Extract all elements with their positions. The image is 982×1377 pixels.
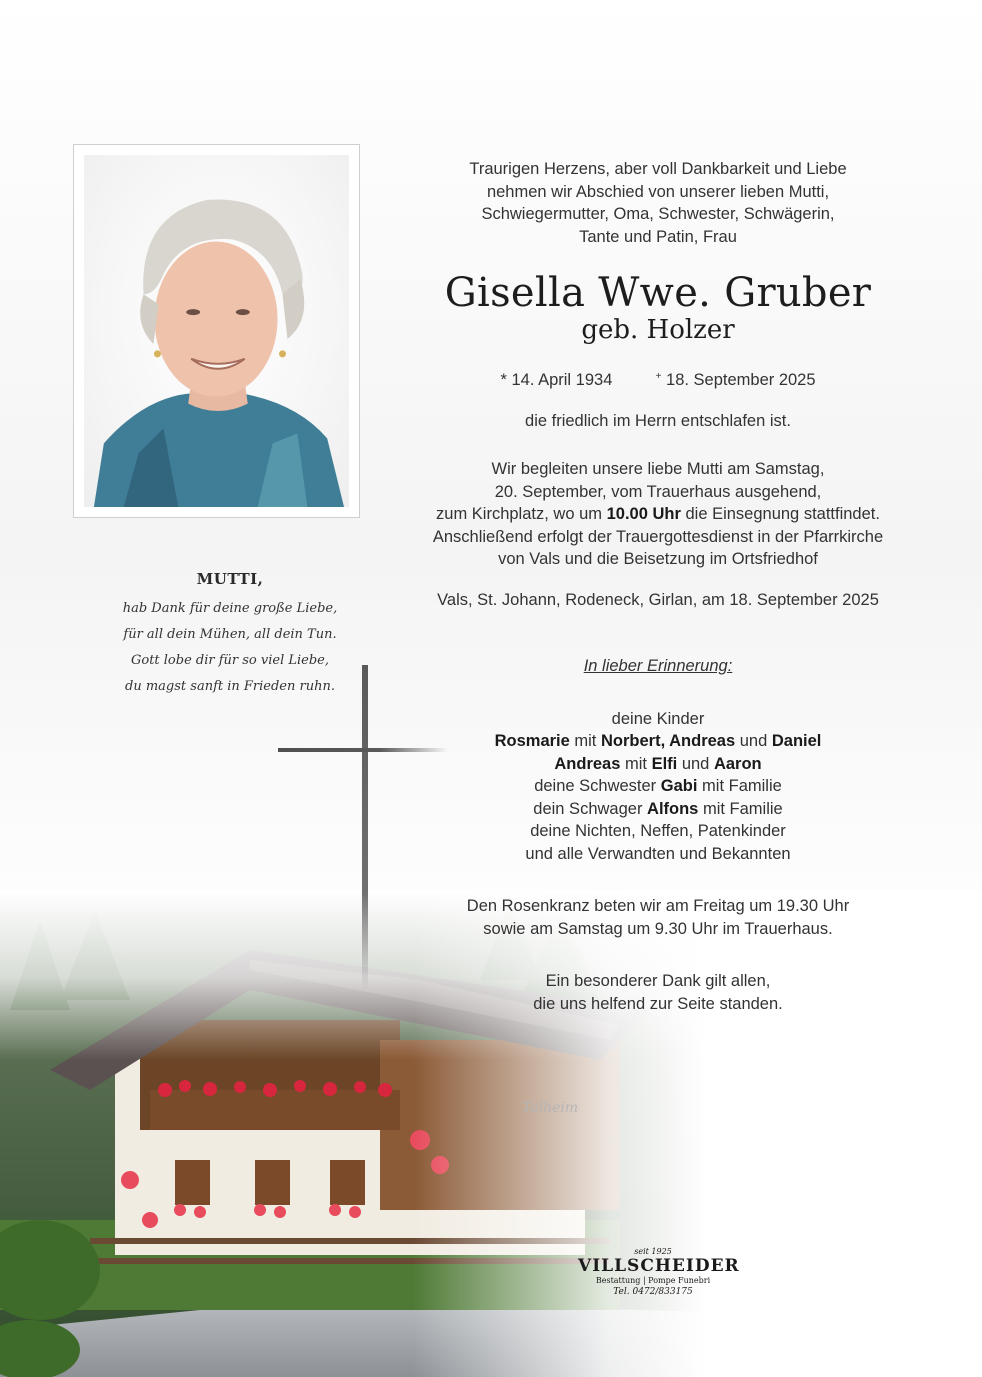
mourner-text: mit bbox=[569, 732, 601, 750]
funeral-line: Anschließend erfolgt der Trauergottesdienst in der Pfarrkirche bbox=[432, 527, 884, 546]
mourner-name: Gabi bbox=[660, 777, 698, 795]
mourner-line: deine Nichten, Neffen, Patenkinder bbox=[530, 822, 786, 840]
intro-line: Schwiegermutter, Oma, Schwester, Schwägerin, bbox=[481, 205, 835, 223]
obituary-text bbox=[400, 158, 916, 1015]
funeral-text: zum Kirchplatz, wo um bbox=[436, 505, 607, 523]
funeral-line: Wir begleiten unsere liebe Mutti am Samstag, bbox=[491, 460, 825, 478]
rosary-line: sowie am Samstag um 9.30 Uhr im Trauerhaus. bbox=[483, 919, 833, 938]
funeral-line: von Vals und die Beisetzung im Ortsfriedhof bbox=[498, 550, 818, 568]
logo-since: seit 1925 bbox=[634, 1247, 672, 1256]
house-sign: Talheim bbox=[522, 1100, 579, 1116]
mourner-text: dein Schwager bbox=[533, 799, 648, 818]
rosary-line: Den Rosenkranz beten wir am Freitag um 19.30 Uhr bbox=[466, 897, 850, 915]
mourner-line: deine Kinder bbox=[611, 709, 705, 728]
logo-subtitle: Bestattung | Pompe Funebri bbox=[595, 1276, 711, 1285]
poem-line: Gott lobe dir für so viel Liebe, bbox=[130, 653, 330, 668]
mourner-line bbox=[400, 730, 916, 753]
mourner-text: mit Familie bbox=[698, 799, 783, 818]
portrait-photo bbox=[84, 155, 349, 507]
poem-title: MUTTI, bbox=[196, 570, 264, 588]
memory-heading: In lieber Erinnerung: bbox=[583, 657, 733, 675]
mourner-name: Alfons bbox=[647, 799, 699, 818]
mourner-name: Elfi bbox=[651, 754, 678, 773]
poem-line: für all dein Mühen, all dein Tun. bbox=[123, 627, 337, 642]
birth-date: 14. April 1934 bbox=[511, 371, 613, 389]
mourner-text: mit Familie bbox=[697, 777, 782, 795]
poem-line: du magst sanft in Frieden ruhn. bbox=[125, 679, 335, 694]
portrait-frame bbox=[73, 144, 360, 518]
funeral-line: 20. September, vom Trauerhaus ausgehend, bbox=[494, 482, 822, 501]
mourner-line bbox=[400, 753, 916, 776]
rosary-info bbox=[400, 895, 916, 940]
thanks-line: Ein besonderer Dank gilt allen, bbox=[545, 972, 771, 990]
life-dates bbox=[400, 366, 916, 392]
intro-line: nehmen wir Abschied von unserer lieben Mutti, bbox=[486, 182, 830, 201]
death-date: 18. September 2025 bbox=[666, 371, 816, 389]
logo-name: VILLSCHEIDER bbox=[578, 1256, 740, 1276]
funeral-details bbox=[400, 458, 916, 571]
maiden-name: geb. Holzer bbox=[581, 315, 735, 345]
mourner-name: Norbert, Andreas bbox=[600, 732, 736, 750]
cross-icon bbox=[362, 665, 368, 990]
intro-line: Tante und Patin, Frau bbox=[579, 227, 737, 246]
mourners-list bbox=[400, 708, 916, 866]
intro-line: Traurigen Herzens, aber voll Dankbarkeit und Liebe bbox=[469, 160, 847, 178]
birth-symbol: * bbox=[500, 371, 507, 389]
intro bbox=[400, 158, 916, 248]
mourner-text: deine Schwester bbox=[534, 777, 661, 795]
mourner-text: mit bbox=[620, 754, 652, 773]
poem-line: hab Dank für deine große Liebe, bbox=[122, 601, 338, 616]
passed-line: die friedlich im Herrn entschlafen ist. bbox=[525, 411, 791, 430]
mourner-line: und alle Verwandten und Bekannten bbox=[525, 844, 791, 863]
death-symbol: + bbox=[655, 371, 662, 382]
mourner-line bbox=[400, 775, 916, 798]
mourner-text: und bbox=[735, 732, 772, 750]
funeral-line bbox=[400, 503, 916, 526]
thanks-line: die uns helfend zur Seite standen. bbox=[533, 994, 783, 1013]
funeral-home-logo bbox=[578, 1247, 740, 1297]
deceased-name: Gisella Wwe. Gruber bbox=[444, 270, 872, 316]
thanks bbox=[400, 970, 916, 1015]
mourner-name: Daniel bbox=[771, 732, 822, 750]
mourner-name: Andreas bbox=[554, 754, 621, 773]
mourner-name: Rosmarie bbox=[494, 732, 570, 750]
mourner-name: Aaron bbox=[713, 754, 762, 773]
funeral-text: die Einsegnung stattfindet. bbox=[680, 505, 880, 523]
mourner-line bbox=[400, 798, 916, 821]
poem bbox=[100, 570, 360, 700]
funeral-time: 10.00 Uhr bbox=[606, 505, 681, 523]
place-date: Vals, St. Johann, Rodeneck, Girlan, am 18. September 2025 bbox=[437, 590, 879, 609]
mourner-text: und bbox=[677, 754, 714, 773]
logo-phone: Tel. 0472/833175 bbox=[613, 1287, 693, 1297]
